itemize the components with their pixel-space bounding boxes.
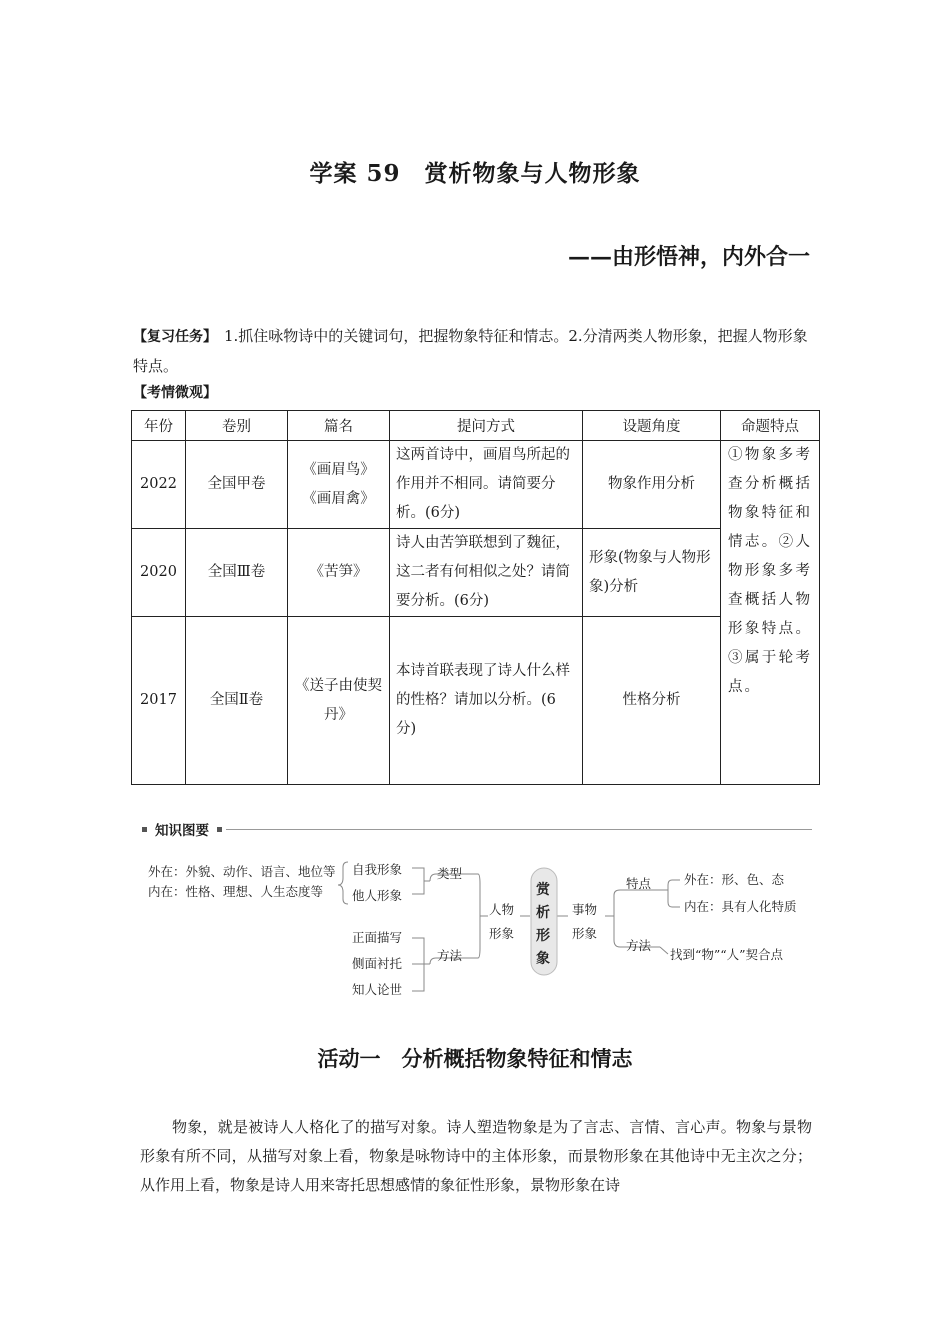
cell-paper: 全国Ⅲ卷 [186, 529, 288, 617]
cell-angle: 物象作用分析 [583, 441, 721, 529]
page-title: 学案 59 赏析物象与人物形象 [309, 160, 641, 187]
node-obj-outer: 外在：形、色、态 [684, 872, 785, 887]
cell-angle: 形象(物象与人物形象)分析 [583, 529, 721, 617]
node-obj-inner: 内在：具有人化特质 [684, 899, 797, 914]
body-paragraph: 物象，就是被诗人人格化了的描写对象。诗人塑造物象是为了言志、言情、言心声。物象与景物形象有所不同，从描写对象上看，物象是咏物诗中的主体形象，而景物形象在其他诗中无主次之分；从作用上看，物象是诗人用来寄托思想感情的象征性形象，景物形象在诗 [140, 1118, 812, 1194]
cell-paper: 全国甲卷 [186, 441, 288, 529]
poem-title: 《送子由使契丹》 [295, 677, 382, 723]
cell-question: 诗人由苦笋联想到了魏征，这二者有何相似之处？请简要分析。(6分) [390, 529, 583, 617]
cell-angle: 性格分析 [583, 617, 721, 785]
knowledge-map-title: 知识图要 [155, 823, 209, 839]
section-title: 活动一 分析概括物象特征和情志 [317, 1046, 633, 1071]
square-bullet-icon [217, 827, 222, 832]
table-row [132, 617, 820, 785]
cell-year: 2022 [132, 441, 186, 529]
square-bullet-icon [142, 827, 147, 832]
node-find: 找到“物”“人”契合点 [670, 947, 784, 962]
exam-table [131, 410, 820, 785]
cell-paper: 全国Ⅱ卷 [186, 617, 288, 785]
header-question: 提问方式 [390, 411, 583, 441]
cell-features: ①物象多考查分析概括物象特征和情志。②人物形象多考查概括人物形象特点。③属于轮考点。 [721, 441, 820, 785]
header-year: 年份 [132, 411, 186, 441]
node-inner: 内在：性格、理想、人生态度等 [148, 884, 324, 899]
exam-overview-label: 【考情微观】 [133, 385, 217, 401]
review-task-text: 1.抓住咏物诗中的关键词句，把握物象特征和情志。2.分清两类人物形象，把握人物形象特点。 [133, 327, 808, 375]
node-type: 类型 [437, 866, 463, 881]
header-angle: 设题角度 [583, 411, 721, 441]
node-method2: 方法 [626, 938, 652, 953]
node-person-image-1: 人物 [489, 902, 515, 917]
node-side: 侧面衬托 [352, 956, 403, 971]
cell-year: 2017 [132, 617, 186, 785]
node-front: 正面描写 [352, 930, 403, 945]
header-title: 篇名 [288, 411, 390, 441]
cell-titles [288, 617, 390, 785]
header-paper: 卷别 [186, 411, 288, 441]
node-object-image-2: 形象 [572, 926, 598, 941]
table-row [132, 529, 820, 617]
table-row [132, 441, 820, 529]
table-header-row [132, 411, 820, 441]
knowledge-map-header [140, 818, 812, 840]
node-know-person: 知人论世 [352, 982, 403, 997]
cell-question: 本诗首联表现了诗人什么样的性格？请加以分析。(6分) [390, 617, 583, 785]
node-person-image-2: 形象 [489, 926, 515, 941]
node-self-image: 自我形象 [352, 862, 403, 877]
center-char: 形 [536, 928, 550, 944]
knowledge-mind-map [0, 840, 950, 1005]
center-char: 象 [536, 951, 550, 967]
node-feature: 特点 [626, 876, 652, 891]
cell-year: 2020 [132, 529, 186, 617]
review-task-tag: 【复习任务】 [133, 329, 217, 345]
poem-title: 《画眉禽》 [302, 490, 375, 507]
node-outer: 外在：外貌、动作、语言、地位等 [148, 864, 336, 879]
node-other-image: 他人形象 [352, 888, 403, 903]
center-char: 析 [536, 905, 550, 921]
poem-title: 《画眉鸟》 [302, 461, 375, 478]
poem-title: 《苦笋》 [309, 564, 368, 580]
node-object-image-1: 事物 [572, 902, 598, 917]
cell-titles [288, 441, 390, 529]
review-task [133, 322, 811, 381]
center-char: 赏 [536, 882, 550, 898]
cell-question: 这两首诗中，画眉鸟所起的作用并不相同。请简要分析。(6分) [390, 441, 583, 529]
divider-line [226, 829, 812, 830]
page-subtitle: ——由形悟神，内外合一 [567, 244, 810, 270]
header-feature: 命题特点 [721, 411, 820, 441]
node-method: 方法 [437, 948, 463, 963]
cell-titles [288, 529, 390, 617]
